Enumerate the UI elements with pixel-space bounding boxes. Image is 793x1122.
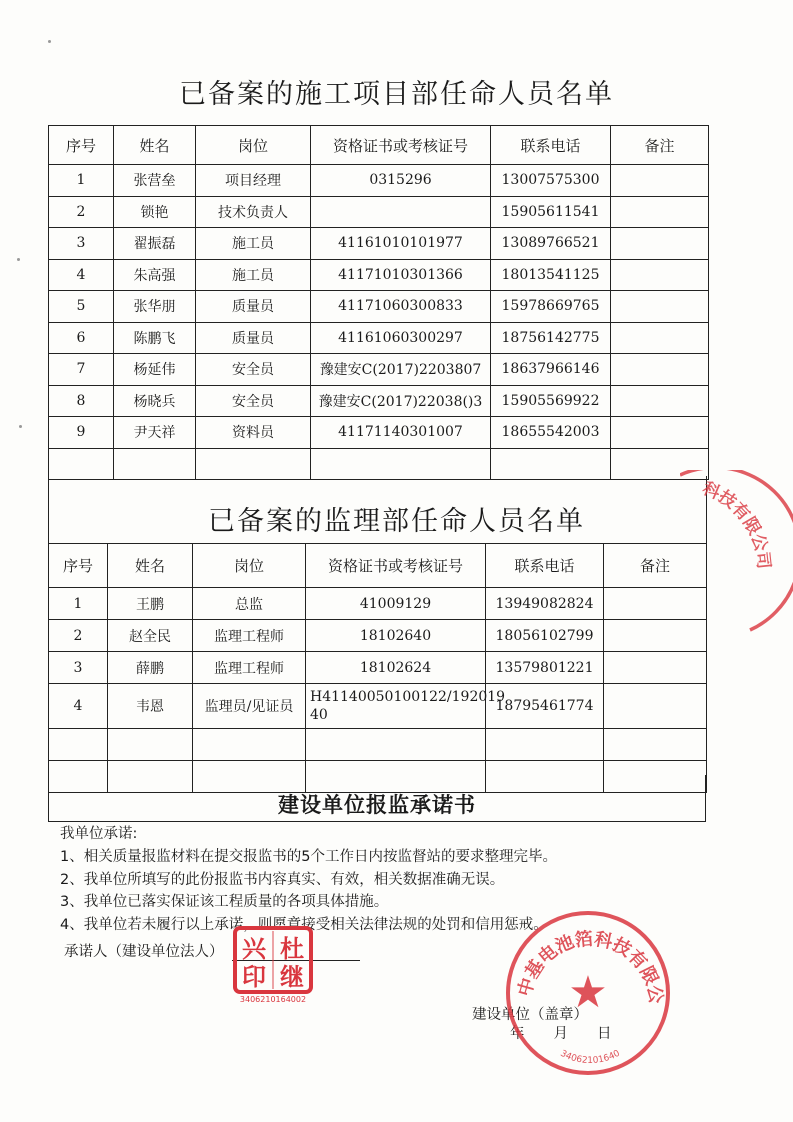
project-staff-table xyxy=(48,125,709,480)
table-cell: 2 xyxy=(49,196,114,228)
header-cell: 联系电话 xyxy=(491,126,611,165)
table-cell: 41171010301366 xyxy=(311,259,491,291)
table-row xyxy=(49,165,709,197)
partial-seal xyxy=(680,470,793,640)
table-cell: 18655542003 xyxy=(491,417,611,449)
commitment-item: 2、我单位所填写的此份报监书内容真实、有效，相关数据准确无误。 xyxy=(60,872,505,888)
table-cell: 15905569922 xyxy=(491,385,611,417)
company-seal-name: 中基电池箔科技有限公 xyxy=(514,928,667,1006)
table-row xyxy=(49,291,709,323)
table-cell: 6 xyxy=(49,322,114,354)
table-cell: 13089766521 xyxy=(491,228,611,260)
table-cell: 18756142775 xyxy=(491,322,611,354)
table-row xyxy=(49,448,709,480)
partial-seal-text: 科技有限公司 xyxy=(699,478,774,570)
table-cell xyxy=(49,729,108,761)
header-cell: 姓名 xyxy=(108,544,193,588)
table-cell xyxy=(611,165,709,197)
header-cell: 姓名 xyxy=(114,126,196,165)
table-cell xyxy=(196,448,311,480)
table-cell: 15905611541 xyxy=(491,196,611,228)
table-cell: 18795461774 xyxy=(486,684,604,729)
personal-seal-char: 继 xyxy=(280,963,304,991)
table-cell: 赵全民 xyxy=(108,620,193,652)
table-cell xyxy=(611,354,709,386)
commitment-item: 1、相关质量报监材料在提交报监书的5个工作日内按监督站的要求整理完毕。 xyxy=(60,849,557,865)
table-cell: 3 xyxy=(49,228,114,260)
table-cell: H41140050100122/192019 40 xyxy=(306,684,486,729)
commitment-title: 建设单位报监承诺书 xyxy=(278,793,476,817)
company-seal-number: 34062101640 xyxy=(558,1048,622,1067)
header-cell: 岗位 xyxy=(196,126,311,165)
table-cell xyxy=(486,729,604,761)
table-cell: 朱高强 xyxy=(114,259,196,291)
scan-speck xyxy=(19,425,22,428)
table-cell: 锁艳 xyxy=(114,196,196,228)
table-cell: 质量员 xyxy=(196,322,311,354)
header-cell: 岗位 xyxy=(193,544,306,588)
table-row xyxy=(49,385,709,417)
company-seal-graphic xyxy=(500,905,675,1080)
table-header-row xyxy=(49,544,707,588)
commitment-intro: 我单位承诺: xyxy=(60,826,138,842)
table-cell: 豫建安C(2017)22038()3 xyxy=(311,385,491,417)
table-cell: 41171140301007 xyxy=(311,417,491,449)
table-cell xyxy=(611,228,709,260)
table-cell xyxy=(611,259,709,291)
table-header-row xyxy=(49,126,709,165)
table-cell xyxy=(49,448,114,480)
table-cell: 韦恩 xyxy=(108,684,193,729)
table-cell: 技术负责人 xyxy=(196,196,311,228)
seal-star-icon: ★ xyxy=(568,967,608,1018)
table-cell: 8 xyxy=(49,385,114,417)
table-cell: 安全员 xyxy=(196,354,311,386)
scan-speck xyxy=(48,40,51,43)
table-cell: 13949082824 xyxy=(486,588,604,620)
company-seal xyxy=(500,905,675,1080)
table-cell: 18102624 xyxy=(306,652,486,684)
signer-label: 承诺人（建设单位法人） xyxy=(64,944,224,960)
table-cell: 41171060300833 xyxy=(311,291,491,323)
table-cell xyxy=(114,448,196,480)
table-cell: 9 xyxy=(49,417,114,449)
table-cell: 陈鹏飞 xyxy=(114,322,196,354)
personal-seal-char: 杜 xyxy=(280,935,304,963)
table-row xyxy=(49,684,707,729)
supervision-staff-title: 已备案的监理部任命人员名单 xyxy=(208,506,585,537)
table-row xyxy=(49,322,709,354)
commitment-item: 4、我单位若未履行以上承诺，则愿意接受相关法律法规的处罚和信用惩戒。 xyxy=(60,917,548,933)
table-cell xyxy=(611,291,709,323)
table-cell xyxy=(311,448,491,480)
table-cell: 项目经理 xyxy=(196,165,311,197)
table-cell: 4 xyxy=(49,259,114,291)
table-cell: 41009129 xyxy=(306,588,486,620)
table-row xyxy=(49,354,709,386)
table-row xyxy=(49,620,707,652)
table-cell: 13579801221 xyxy=(486,652,604,684)
table-cell: 1 xyxy=(49,165,114,197)
table-row xyxy=(49,729,707,761)
personal-seal-char: 兴 xyxy=(242,935,266,963)
table-cell: 尹天祥 xyxy=(114,417,196,449)
table-cell xyxy=(604,729,707,761)
supervision-staff-table xyxy=(48,543,707,793)
table-cell: 施工员 xyxy=(196,228,311,260)
table-cell xyxy=(604,652,707,684)
table-cell xyxy=(306,729,486,761)
header-cell: 备注 xyxy=(604,544,707,588)
table-cell: 41161060300297 xyxy=(311,322,491,354)
partial-seal-graphic xyxy=(680,470,793,640)
table-cell xyxy=(604,684,707,729)
table-cell: 1 xyxy=(49,588,108,620)
table-cell: 施工员 xyxy=(196,259,311,291)
table-row xyxy=(49,196,709,228)
table-cell: 0315296 xyxy=(311,165,491,197)
table-cell: 薛鹏 xyxy=(108,652,193,684)
table-cell xyxy=(611,417,709,449)
table-cell: 监理员/见证员 xyxy=(193,684,306,729)
personal-seal-id: 3406210164002 xyxy=(239,995,307,1004)
table-cell: 18056102799 xyxy=(486,620,604,652)
table-cell: 5 xyxy=(49,291,114,323)
table-cell: 张营垒 xyxy=(114,165,196,197)
personal-seal-graphic xyxy=(232,925,314,1005)
table-cell: 质量员 xyxy=(196,291,311,323)
table-cell: 翟振磊 xyxy=(114,228,196,260)
table-row xyxy=(49,259,709,291)
table-cell: 安全员 xyxy=(196,385,311,417)
table-cell: 张华朋 xyxy=(114,291,196,323)
table-cell xyxy=(193,729,306,761)
date-label: 年 月 日 xyxy=(510,1026,612,1042)
header-cell: 资格证书或考核证号 xyxy=(306,544,486,588)
header-cell: 序号 xyxy=(49,126,114,165)
table-row xyxy=(49,417,709,449)
personal-seal-char: 印 xyxy=(242,963,266,991)
table-cell: 杨延伟 xyxy=(114,354,196,386)
table-cell: 15978669765 xyxy=(491,291,611,323)
commitment-heading-box xyxy=(48,775,706,822)
table-cell: 2 xyxy=(49,620,108,652)
table-cell: 4 xyxy=(49,684,108,729)
table-cell xyxy=(491,448,611,480)
table-cell: 豫建安C(2017)2203807 xyxy=(311,354,491,386)
table-cell: 7 xyxy=(49,354,114,386)
table-row xyxy=(49,588,707,620)
header-cell: 资格证书或考核证号 xyxy=(311,126,491,165)
table-cell: 41161010101977 xyxy=(311,228,491,260)
table-row xyxy=(49,652,707,684)
personal-seal xyxy=(232,925,314,1005)
table-cell: 监理工程师 xyxy=(193,652,306,684)
table-cell: 13007575300 xyxy=(491,165,611,197)
commitment-item: 3、我单位已落实保证该工程质量的各项具体措施。 xyxy=(60,894,389,910)
table-cell: 18013541125 xyxy=(491,259,611,291)
table-cell: 18102640 xyxy=(306,620,486,652)
table-cell: 3 xyxy=(49,652,108,684)
table-cell: 王鹏 xyxy=(108,588,193,620)
table-cell: 资料员 xyxy=(196,417,311,449)
table-cell: 总监 xyxy=(193,588,306,620)
table-cell: 18637966146 xyxy=(491,354,611,386)
table-cell xyxy=(611,385,709,417)
header-cell: 联系电话 xyxy=(486,544,604,588)
scan-speck xyxy=(17,258,20,261)
table-cell xyxy=(611,196,709,228)
table-cell xyxy=(611,322,709,354)
table-cell xyxy=(311,196,491,228)
table-cell: 监理工程师 xyxy=(193,620,306,652)
header-cell: 序号 xyxy=(49,544,108,588)
table-row xyxy=(49,228,709,260)
header-cell: 备注 xyxy=(611,126,709,165)
project-staff-title: 已备案的施工项目部任命人员名单 xyxy=(179,79,614,110)
construction-unit-label: 建设单位（盖章） xyxy=(472,1007,588,1023)
table-cell: 杨晓兵 xyxy=(114,385,196,417)
table-cell xyxy=(108,729,193,761)
